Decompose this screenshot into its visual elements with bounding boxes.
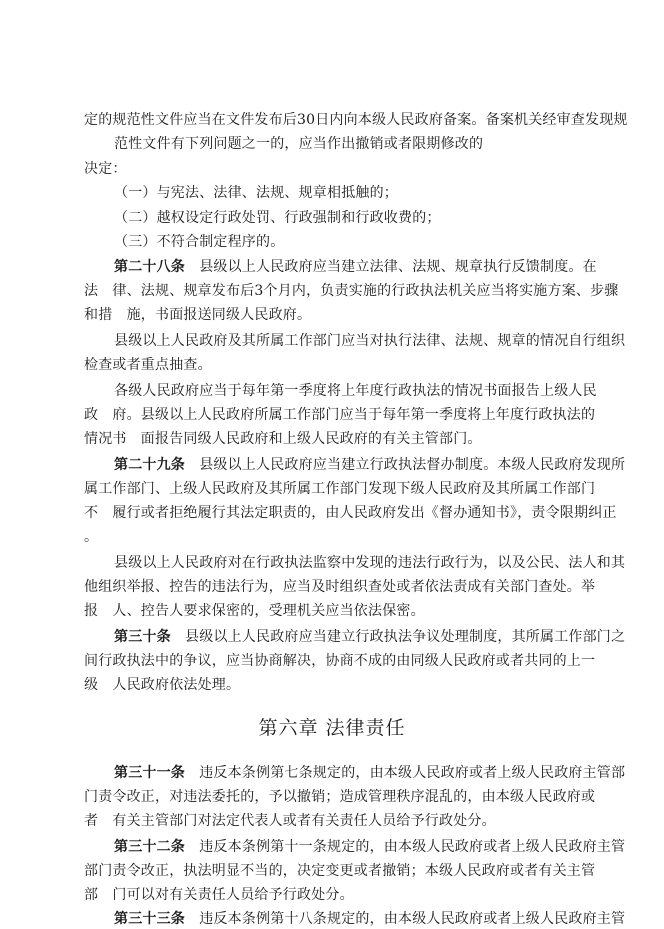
text-line: 决定： (84, 161, 127, 177)
text-line: 范性文件有下列问题之一的，应当作出撤销或者限期修改的 (114, 136, 484, 152)
text-line: 部 门可以对有关责任人员给予行政处分。 (84, 887, 354, 903)
article-number: 第二十九条 (114, 457, 185, 473)
text-line: 违反本条例第十一条规定的，由本级人民政府或者上级人民政府主管 (185, 839, 626, 855)
text-line: 检查或者重点抽查。 (84, 357, 212, 373)
article-28 (114, 258, 597, 276)
text-line: 属工作部门、上级人民政府及其所属工作部门发现下级人民政府及其所属工作部门 (84, 481, 596, 497)
text-line: 。 (84, 529, 99, 545)
article-number: 第三十一条 (114, 765, 185, 781)
text-line: 他组织举报、控告的违法行为，应当及时组织查处或者依法责成有关部门查处。举 (84, 579, 596, 595)
list-item: （一）与宪法、法律、法规、规章相抵触的； (114, 185, 398, 201)
article-33 (114, 910, 625, 928)
text-line: 政 府。县级以上人民政府所属工作部门应当于每年第一季度将上年度行政执法的 (84, 407, 596, 423)
text-line: 间行政执法中的争议，应当协商解决，协商不成的由同级人民政府或者共同的上一 (84, 653, 596, 669)
article-number: 第三十三条 (114, 911, 185, 927)
text-line: 定的规范性文件应当在文件发布后30日内向本级人民政府备案。备案机关经审查发现规 (84, 112, 628, 128)
article-number: 第三十条 (114, 629, 171, 645)
text-line: 违反本条例第十八条规定的，由本级人民政府或者上级人民政府主管 (185, 911, 626, 927)
text-line: 部门责令改正，执法明显不当的，决定变更或者撤销；本级人民政府或者有关主管 (84, 863, 596, 879)
text-line: 者 有关主管部门对法定代表人或者有关责任人员给予行政处分。 (84, 813, 496, 829)
chapter-heading: 第六章 法律责任 (258, 717, 406, 739)
article-number: 第二十八条 (114, 259, 185, 275)
text-line: 和措 施，书面报送同级人民政府。 (84, 307, 312, 323)
article-number: 第三十二条 (114, 839, 185, 855)
text-line: 法 律、法规、规章发布后3个月内，负责实施的行政执法机关应当将实施方案、步骤 (84, 283, 619, 299)
text-line: 县级以上人民政府对在行政执法监察中发现的违法行政行为，以及公民、法人和其 (114, 555, 626, 571)
list-item: （二）越权设定行政处罚、行政强制和行政收费的； (114, 210, 441, 226)
article-30 (114, 628, 625, 646)
text-line: 不 履行或者拒绝履行其法定职责的，由人民政府发出《督办通知书》，责令限期纠正 (84, 505, 617, 521)
article-29 (114, 456, 625, 474)
text-line: 违反本条例第七条规定的，由本级人民政府或者上级人民政府主管部 (185, 765, 626, 781)
article-32 (114, 838, 625, 856)
text-line: 县级以上人民政府应当建立行政执法督办制度。本级人民政府发现所 (185, 457, 626, 473)
text-line: 级 人民政府依法处理。 (84, 677, 241, 693)
text-line: 各级人民政府应当于每年第一季度将上年度行政执法的情况书面报告上级人民 (114, 383, 597, 399)
text-line: 县级以上人民政府及其所属工作部门应当对执行法律、法规、规章的情况自行组织 (114, 333, 626, 349)
text-line: 报 人、控告人要求保密的，受理机关应当依法保密。 (84, 603, 425, 619)
text-line: 情况书 面报告同级人民政府和上级人民政府的有关主管部门。 (84, 431, 482, 447)
article-31 (114, 764, 625, 782)
text-line: 县级以上人民政府应当建立法律、法规、规章执行反馈制度。在 (185, 259, 597, 275)
text-line: 县级以上人民政府应当建立行政执法争议处理制度，其所属工作部门之 (170, 629, 626, 645)
text-line: 门责令改正，对违法委托的，予以撤销；造成管理秩序混乱的，由本级人民政府或 (84, 789, 596, 805)
list-item: （三）不符合制定程序的。 (114, 234, 285, 250)
